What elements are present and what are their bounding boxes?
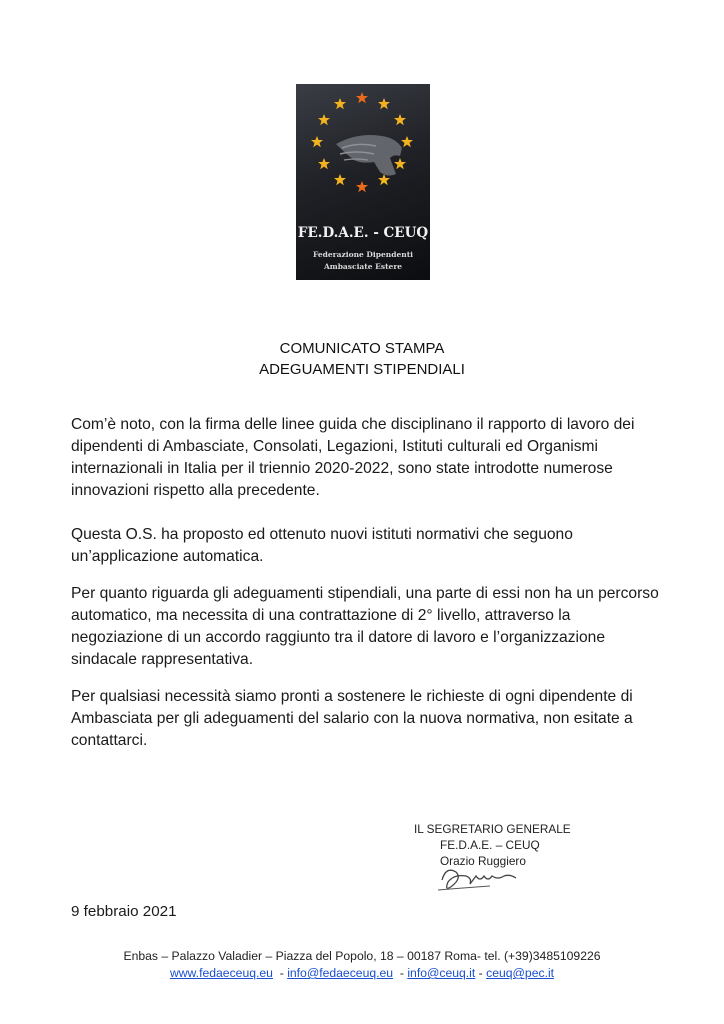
heading-line1: COMUNICATO STAMPA	[279, 340, 445, 357]
email-link-info-ceuq[interactable]: info@ceuq.it	[407, 966, 476, 980]
footer-separator: -	[399, 966, 404, 980]
logo-subtitle-line1: Federazione Dipendenti	[312, 250, 414, 259]
paragraph-1: Com’è noto, con la firma delle linee guida che disciplinano il rapporto di lavoro dei dipendenti di Ambasciate, Consolati, Legazioni, Istituti culturali ed Organismi internazionali in Italia per il triennio 2020-2022, sono state introdotte numerose innovazioni rispetto alla precedente.	[71, 416, 635, 499]
signature-org: FE.D.A.E. – CEUQ	[440, 838, 540, 852]
footer-address: Enbas – Palazzo Valadier – Piazza del Popolo, 18 – 00187 Roma- tel. (+39)3485109226	[123, 949, 601, 963]
heading-line2: ADEGUAMENTI STIPENDIALI	[259, 361, 465, 378]
website-link[interactable]: www.fedaeceuq.eu	[169, 966, 273, 980]
paragraph-3: Per quanto riguarda gli adeguamenti stipendiali, una parte di essi non ha un percorso automatico, ma necessita di una contrattazione di 2° livello, attraverso la negoziazione di un accordo raggiunto tra il datore di lavoro e l’organizzazione sindacale rappresentativa.	[71, 585, 659, 668]
horse-head-icon	[336, 135, 402, 176]
document-date: 9 febbraio 2021	[71, 903, 177, 920]
handwritten-signature-icon	[432, 862, 524, 898]
email-link-info-fedaeceuq[interactable]: info@fedaeceuq.eu	[287, 966, 394, 980]
footer-separator: -	[279, 966, 284, 980]
signature-role: IL SEGRETARIO GENERALE	[414, 822, 571, 836]
footer-links	[0, 966, 724, 980]
paragraph-2: Questa O.S. ha proposto ed ottenuto nuovi istituti normativi che seguono un’applicazione automatica.	[71, 526, 573, 565]
footer-separator: -	[478, 966, 483, 980]
email-link-pec[interactable]: ceuq@pec.it	[486, 966, 555, 980]
logo	[296, 84, 430, 280]
signature-name: Orazio Ruggiero	[440, 854, 526, 868]
paragraph-4: Per qualsiasi necessità siamo pronti a sostenere le richieste di ogni dipendente di Ambasciata per gli adeguamenti del salario con la nuova normativa, non esitate a contattarci.	[71, 688, 633, 749]
logo-title: FE.D.A.E. - CEUQ	[297, 225, 429, 241]
logo-subtitle-line2: Ambasciate Estere	[323, 262, 403, 271]
